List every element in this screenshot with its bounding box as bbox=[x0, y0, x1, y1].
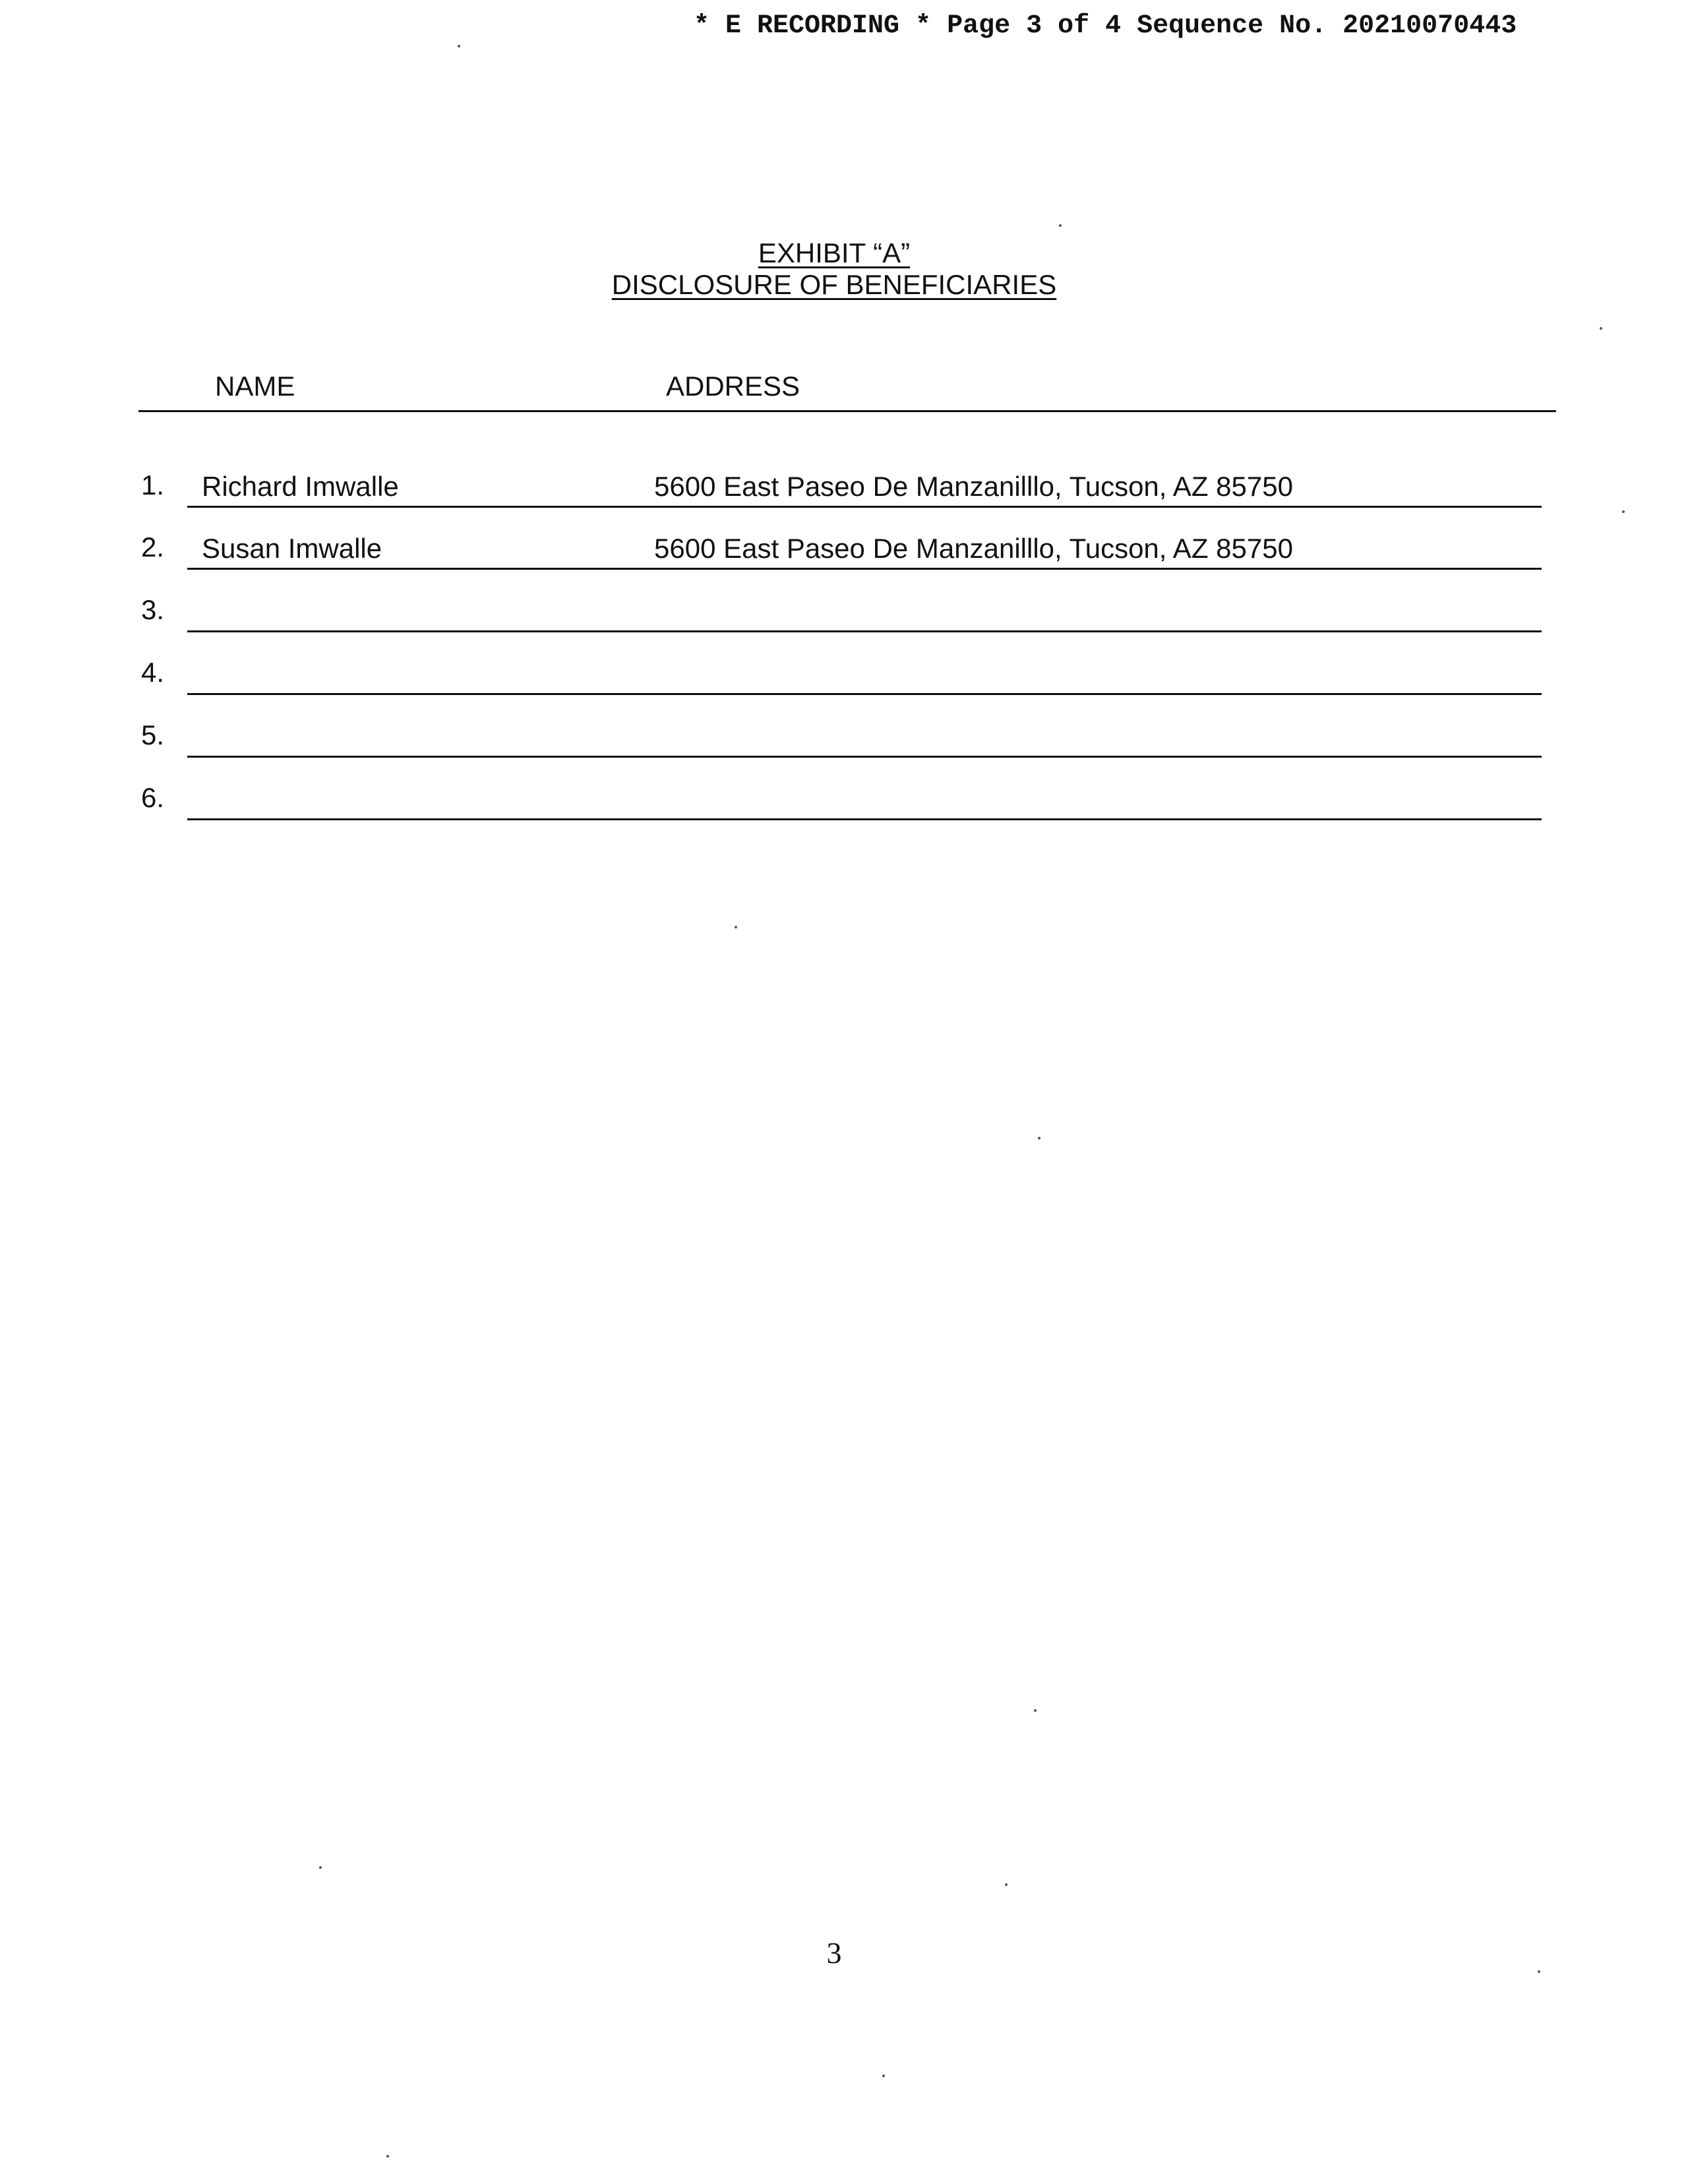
scan-speck bbox=[1600, 327, 1602, 330]
beneficiary-name: Richard Imwalle bbox=[202, 471, 399, 502]
header-divider bbox=[138, 410, 1556, 412]
exhibit-title-text: EXHIBIT “A” bbox=[758, 237, 911, 268]
beneficiary-row-6 bbox=[0, 781, 1688, 820]
exhibit-subtitle-text: DISCLOSURE OF BENEFICIARIES bbox=[611, 269, 1057, 300]
beneficiary-row-4 bbox=[0, 655, 1688, 695]
exhibit-title bbox=[0, 237, 1668, 269]
page-number: 3 bbox=[826, 1936, 842, 1970]
recording-stamp: * E RECORDING * Page 3 of 4 Sequence No. 20210070443 bbox=[694, 11, 1517, 41]
row-underline bbox=[187, 506, 1542, 508]
scan-speck bbox=[458, 45, 460, 47]
scan-speck bbox=[1059, 224, 1062, 227]
row-underline bbox=[187, 693, 1542, 695]
exhibit-subtitle bbox=[0, 269, 1668, 301]
scan-speck bbox=[319, 1866, 322, 1869]
row-underline bbox=[187, 568, 1542, 570]
scan-speck bbox=[1622, 510, 1625, 513]
beneficiary-row-1 bbox=[0, 468, 1688, 508]
beneficiary-row-2 bbox=[0, 530, 1688, 570]
column-header-address: ADDRESS bbox=[666, 371, 800, 402]
beneficiary-name: Susan Imwalle bbox=[202, 533, 382, 564]
row-underline bbox=[187, 818, 1542, 820]
scan-speck bbox=[735, 926, 737, 928]
row-number: 6. bbox=[141, 782, 165, 813]
scan-speck bbox=[386, 2155, 389, 2158]
scan-speck bbox=[882, 2075, 885, 2077]
row-underline bbox=[187, 630, 1542, 632]
column-header-name: NAME bbox=[215, 371, 295, 402]
scan-speck bbox=[1038, 1137, 1040, 1139]
scan-speck bbox=[1538, 1970, 1540, 1973]
row-number: 3. bbox=[141, 594, 165, 625]
beneficiary-address: 5600 East Paseo De Manzanilllo, Tucson, AZ 85750 bbox=[654, 471, 1293, 502]
row-underline bbox=[187, 756, 1542, 758]
beneficiary-row-5 bbox=[0, 718, 1688, 758]
row-number: 4. bbox=[141, 657, 165, 688]
row-number: 5. bbox=[141, 719, 165, 750]
row-number: 2. bbox=[141, 531, 165, 562]
beneficiary-row-3 bbox=[0, 593, 1688, 632]
beneficiary-address: 5600 East Paseo De Manzanilllo, Tucson, AZ 85750 bbox=[654, 533, 1293, 564]
scan-speck bbox=[1005, 1883, 1008, 1886]
row-number: 1. bbox=[141, 470, 165, 501]
scan-speck bbox=[1034, 1709, 1037, 1712]
